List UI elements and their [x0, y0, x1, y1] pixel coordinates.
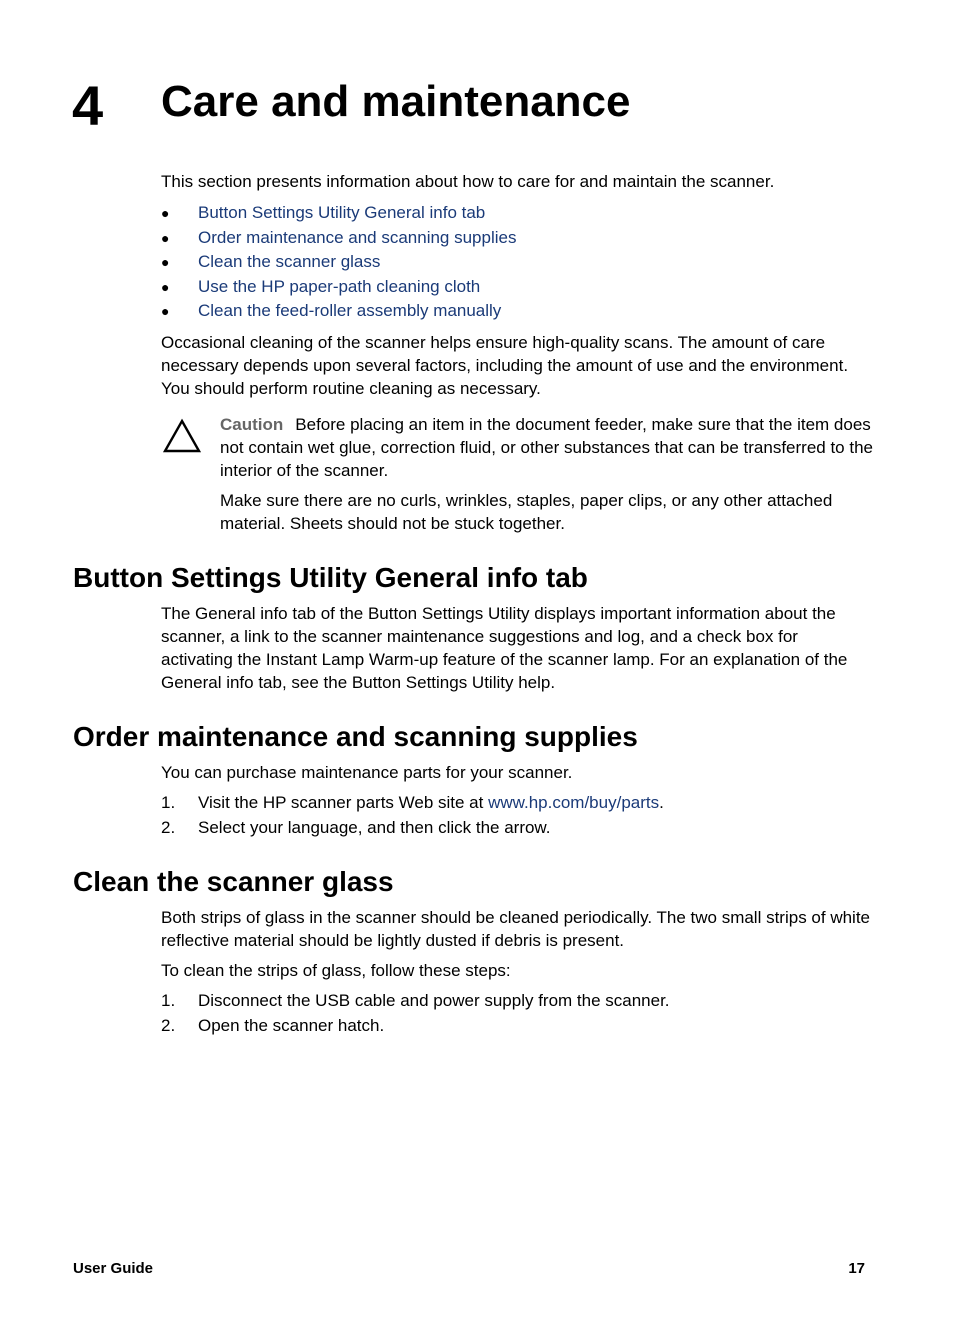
- hp-parts-link[interactable]: www.hp.com/buy/parts: [488, 793, 660, 812]
- caution-paragraph: [220, 413, 875, 482]
- caution-note: [220, 413, 875, 535]
- steps-list: [161, 989, 873, 1038]
- bullet-marker: ●: [161, 278, 170, 295]
- list-item: [161, 299, 873, 324]
- step-text: Disconnect the USB cable and power supply from the scanner.: [198, 991, 670, 1010]
- step-number: 2.: [161, 817, 176, 837]
- section-heading-button-settings: Button Settings Utility General info tab: [73, 562, 588, 593]
- section-heading-order-supplies: Order maintenance and scanning supplies: [73, 721, 638, 752]
- section-heading-clean-glass: Clean the scanner glass: [73, 866, 394, 897]
- list-item: [161, 1014, 873, 1039]
- list-item: [161, 791, 873, 816]
- section-paragraph: The General info tab of the Button Settings Utility displays important information about the scanner, a link to the scanner maintenance suggestions and log, and a check box for activating the Instant Lamp Warm-up feature of the scanner lamp. For an explanation of the General info tab, see the Button Settings Utility help.: [161, 604, 848, 692]
- caution-text: Before placing an item in the document feeder, make sure that the item does not contain wet glue, correction fluid, or other substances that can be transferred to the interior of the scanner.: [220, 415, 873, 480]
- step-text: Open the scanner hatch.: [198, 1015, 385, 1035]
- list-item: [161, 250, 873, 275]
- section-body-clean-glass: [161, 906, 873, 1038]
- footer-page-number: 17: [848, 1260, 865, 1277]
- chapter-number: 4: [72, 74, 104, 137]
- step-text: Visit the HP scanner parts Web site at: [198, 793, 489, 812]
- bullet-marker: ●: [161, 205, 170, 221]
- bullet-marker: ●: [161, 303, 170, 319]
- section-body-button-settings: [161, 602, 873, 694]
- toc-link-button-settings[interactable]: Button Settings Utility General info tab: [198, 203, 486, 222]
- bullet-marker: ●: [161, 254, 170, 270]
- list-item: [161, 201, 873, 226]
- step-number: 1.: [161, 793, 176, 812]
- list-item: [161, 989, 873, 1014]
- step-number: 2.: [161, 1015, 176, 1035]
- section-paragraph-2: To clean the strips of glass, follow these steps:: [161, 961, 511, 980]
- list-item: [161, 275, 873, 300]
- toc-link-clean-glass[interactable]: Clean the scanner glass: [198, 252, 381, 271]
- list-item: [161, 226, 873, 251]
- intro-paragraph: This section presents information about how to care for and maintain the scanner.: [161, 172, 775, 191]
- step-text: Select your language, and then click the arrow.: [198, 817, 551, 837]
- toc-list: [161, 201, 873, 324]
- footer-guide-name: User Guide: [73, 1260, 154, 1277]
- section-paragraph: Both strips of glass in the scanner should be cleaned periodically. The two small strips of white reflective material should be lightly dusted if debris is present.: [161, 908, 871, 950]
- step-number: 1.: [161, 991, 176, 1010]
- toc-link-cleaning-cloth[interactable]: Use the HP paper-path cleaning cloth: [198, 276, 481, 296]
- intro-block: [161, 170, 873, 400]
- cleaning-paragraph: Occasional cleaning of the scanner helps ensure high-quality scans. The amount of care necessary depends upon several factors, including the amount of use and the environment. You should perform routine cleaning as necessary.: [161, 332, 849, 398]
- section-body-order-supplies: [161, 761, 873, 840]
- chapter-title: Care and maintenance: [161, 77, 631, 126]
- section-paragraph: You can purchase maintenance parts for your scanner.: [161, 763, 573, 782]
- list-item: [161, 816, 873, 841]
- caution-label: Caution: [220, 415, 284, 434]
- step-text-end: .: [659, 793, 664, 812]
- warning-triangle-icon: [162, 418, 202, 454]
- toc-link-feed-roller[interactable]: Clean the feed-roller assembly manually: [198, 301, 502, 320]
- bullet-marker: ●: [161, 229, 170, 246]
- caution-paragraph-2: Make sure there are no curls, wrinkles, staples, paper clips, or any other attached material. Sheets should not be stuck together.: [220, 491, 833, 533]
- steps-list: [161, 791, 873, 840]
- toc-link-order-supplies[interactable]: Order maintenance and scanning supplies: [198, 227, 517, 247]
